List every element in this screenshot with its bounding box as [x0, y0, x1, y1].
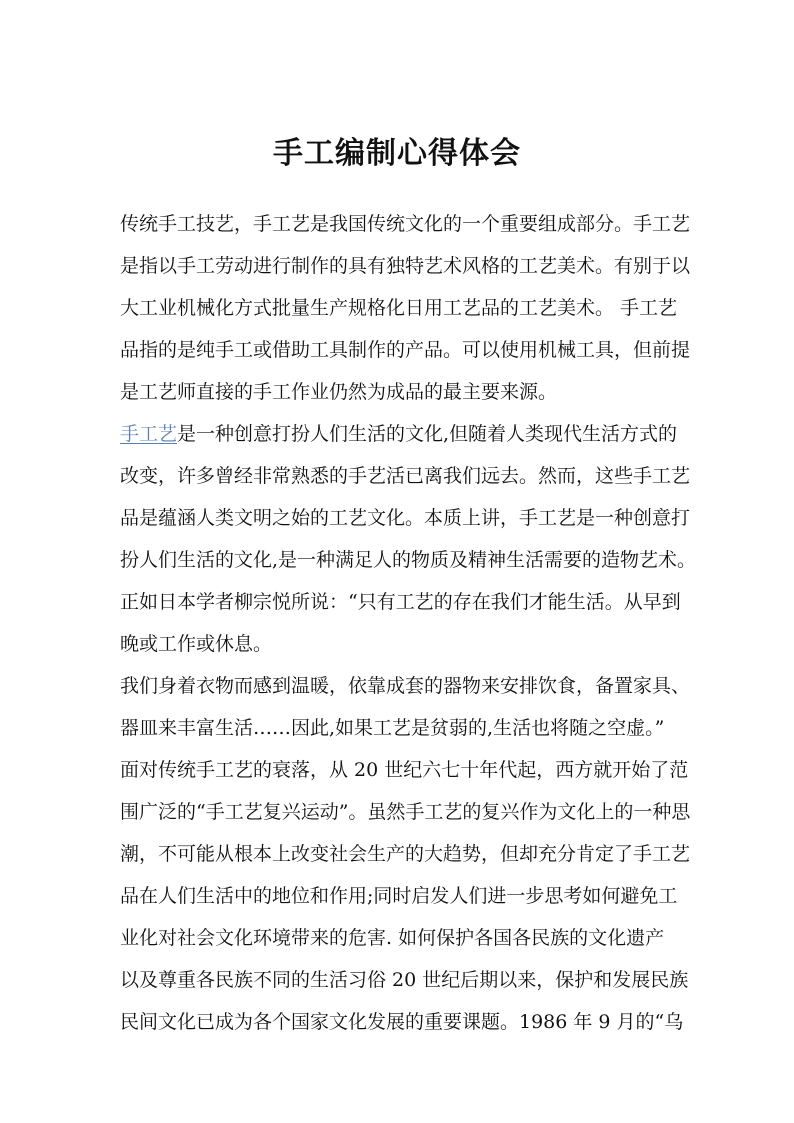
text-line-rest: 是一种创意打扮人们生活的文化,但随着人类现代生活方式的 — [177, 423, 678, 445]
handicraft-link[interactable]: 手工艺 — [120, 423, 178, 445]
text-line: 围广泛的“手工艺复兴运动”。虽然手工艺的复兴作为文化上的一种思 — [120, 801, 691, 823]
document-body — [120, 203, 697, 1043]
text-line: 大工业机械化方式批量生产规格化日用工艺品的工艺美术。 手工艺 — [120, 297, 678, 319]
text-line: 晚或工作或休息。 — [120, 633, 273, 655]
text-line: 品是蕴涵人类文明之始的工艺文化。本质上讲，手工艺是一种创意打 — [120, 507, 691, 529]
text-line: 面对传统手工艺的衰落，从 20 世纪六七十年代起，西方就开始了范 — [120, 759, 689, 781]
text-line: 潮，不可能从根本上改变社会生产的大趋势，但却充分肯定了手工艺 — [120, 843, 691, 865]
text-line: 以及尊重各民族不同的生活习俗 20 世纪后期以来，保护和发展民族 — [120, 969, 689, 991]
text-line: 改变，许多曾经非常熟悉的手艺活已离我们远去。然而，这些手工艺 — [120, 465, 691, 487]
text-line: 业化对社会文化环境带来的危害. 如何保护各国各民族的文化遗产 — [120, 927, 665, 949]
text-line: 传统手工技艺，手工艺是我国传统文化的一个重要组成部分。手工艺 — [120, 213, 691, 235]
text-line: 是工艺师直接的手工作业仍然为成品的最主要来源。 — [120, 381, 558, 403]
document-title: 手工编制心得体会 — [273, 136, 521, 171]
text-line: 民间文化已成为各个国家文化发展的重要课题。1986 年 9 月的“乌 — [120, 1011, 684, 1033]
text-line: 器皿来丰富生活……因此,如果工艺是贫弱的,生活也将随之空虚。” — [120, 717, 665, 739]
text-line-with-link — [120, 413, 678, 455]
text-line: 扮人们生活的文化,是一种满足人的物质及精神生活需要的造物艺术。 — [120, 549, 697, 571]
text-line: 品指的是纯手工或借助工具制作的产品。可以使用机械工具，但前提 — [120, 339, 691, 361]
text-line: 品在人们生活中的地位和作用;同时启发人们进一步思考如何避免工 — [120, 885, 678, 907]
text-line: 是指以手工劳动进行制作的具有独特艺术风格的工艺美术。有别于以 — [120, 255, 691, 277]
text-line: 正如日本学者柳宗悦所说：“只有工艺的存在我们才能生活。从早到 — [120, 591, 681, 613]
text-line: 我们身着衣物而感到温暖，依靠成套的器物来安排饮食，备置家具、 — [120, 675, 691, 697]
